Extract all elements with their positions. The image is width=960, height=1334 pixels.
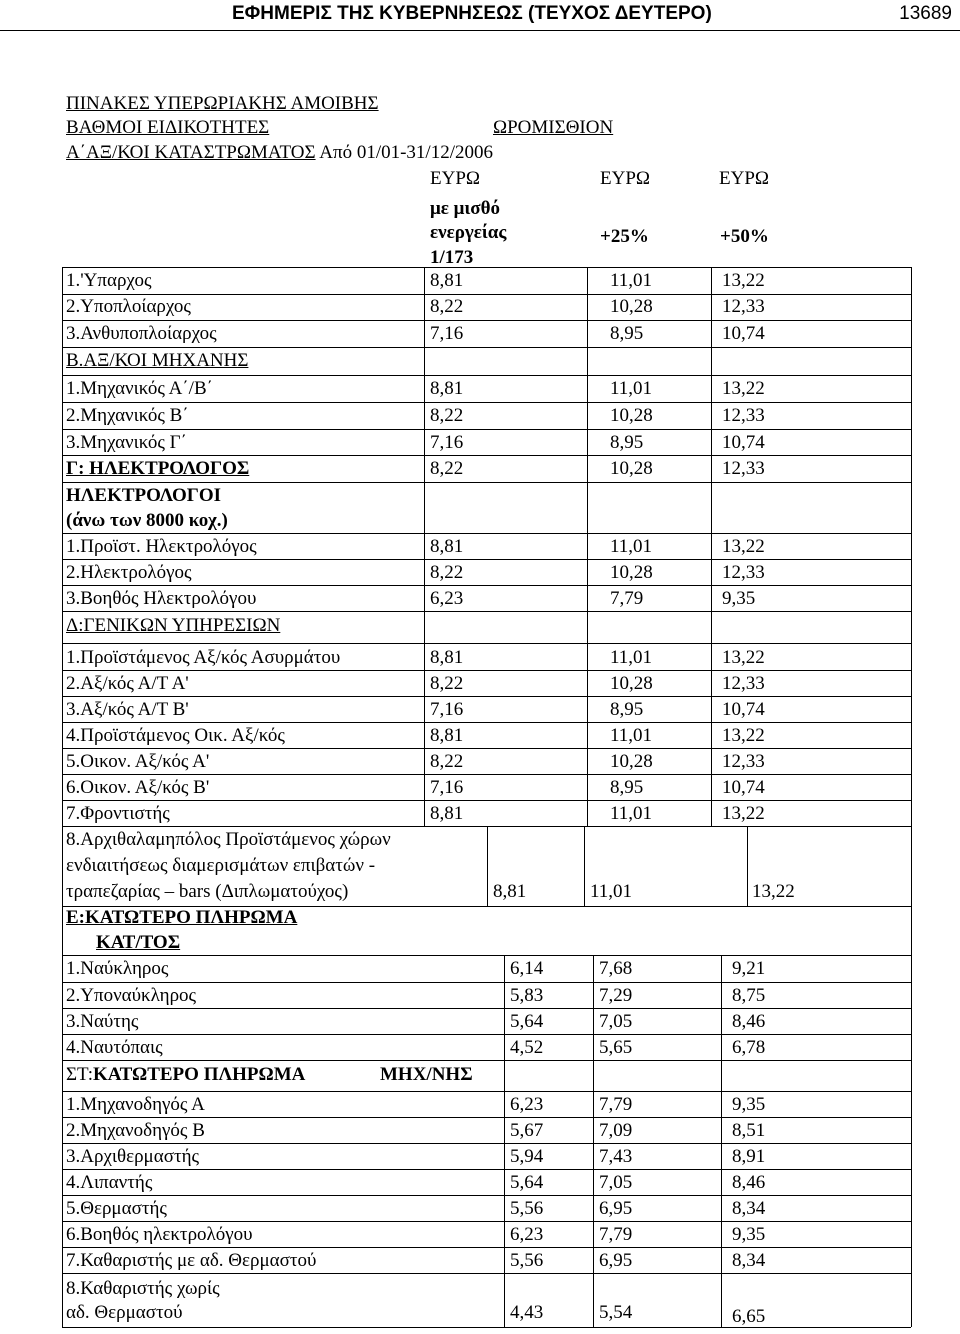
rate-plus25: 11,01 <box>610 378 653 399</box>
section-st-prefix: ΣΤ: <box>66 1064 94 1085</box>
col-base-line-3: 1/173 <box>430 247 474 268</box>
table-row-label: 1.Ναύκληρος <box>66 958 169 979</box>
rate-base: 7,16 <box>430 323 464 344</box>
rate-plus25: 7,29 <box>599 985 633 1006</box>
table-right-border <box>911 267 912 826</box>
row-divider <box>62 585 911 586</box>
table-row-label: 3.Αρχιθερμαστής <box>66 1146 200 1167</box>
table-row-label: 4.Προϊστάμενος Οικ. Αξ/κός <box>66 725 285 746</box>
rate-plus25: 6,95 <box>599 1198 633 1219</box>
rate-base: 5,64 <box>510 1172 544 1193</box>
section-e-subtitle: ΚΑΤ/ΤΟΣ <box>96 932 181 953</box>
rate-plus50: 12,33 <box>722 296 765 317</box>
rate-base: 6,23 <box>510 1094 544 1115</box>
rate-plus50: 8,46 <box>732 1172 766 1193</box>
rate-base: 8,22 <box>430 673 464 694</box>
table-row-label: 2.Μηχανικός Β΄ <box>66 405 189 426</box>
row-divider <box>62 455 911 456</box>
table-row-label: 2.Μηχανοδηγός Β <box>66 1120 205 1141</box>
rate-base: 5,94 <box>510 1146 544 1167</box>
row-divider <box>62 1034 911 1035</box>
rate-plus25: 10,28 <box>610 296 653 317</box>
section-d-title: Δ:ΓΕΝΙΚΩΝ ΥΠΗΡΕΣΙΩΝ <box>66 615 281 636</box>
rate-plus25: 11,01 <box>590 881 633 902</box>
table-row-label: 6.Οικον. Αξ/κός Β' <box>66 777 210 798</box>
row-divider <box>62 643 911 644</box>
rate-base: 8,22 <box>430 405 464 426</box>
row-divider <box>62 748 911 749</box>
heading-line-3-rest: Από 01/01-31/12/2006 <box>315 142 493 163</box>
row-divider <box>62 1221 911 1222</box>
rate-plus50: 13,22 <box>752 881 795 902</box>
rate-plus25: 7,09 <box>599 1120 633 1141</box>
rate-plus25: 8,95 <box>610 432 644 453</box>
col-currency-1: ΕΥΡΩ <box>430 168 481 189</box>
rate-base: 8,81 <box>430 725 464 746</box>
rate-plus25: 8,95 <box>610 777 644 798</box>
row-divider <box>62 1091 911 1092</box>
section-e-title: Ε:ΚΑΤΩΤΕΡΟ ΠΛΗΡΩΜΑ <box>66 907 298 928</box>
rate-base: 5,67 <box>510 1120 544 1141</box>
rate-plus25: 8,95 <box>610 699 644 720</box>
rate-plus25: 11,01 <box>610 647 653 668</box>
row-divider <box>62 800 911 801</box>
col-base-line-2: ενεργείας <box>430 222 507 243</box>
heading-line-2-left: ΒΑΘΜΟΙ ΕΙΔΙΚΟΤΗΤΕΣ <box>66 117 270 138</box>
rate-plus50: 10,74 <box>722 323 765 344</box>
section-c-title: Γ: ΗΛΕΚΤΡΟΛΟΓΟΣ <box>66 458 250 479</box>
section-b-title: Β.ΑΞ/ΚΟΙ ΜΗΧΑΝΗΣ <box>66 350 249 371</box>
row-divider <box>62 267 911 268</box>
heading-line-3 <box>66 142 493 164</box>
rate-plus50: 12,33 <box>722 673 765 694</box>
rate-plus25: 7,79 <box>599 1224 633 1245</box>
table-row-label: 3.Μηχανικός Γ΄ <box>66 432 187 453</box>
row-d8-line-2: ενδιαιτήσεως διαμερισμάτων επιβατών - <box>66 855 376 876</box>
row-divider <box>62 402 911 403</box>
row-divider <box>62 1060 911 1061</box>
rate-plus25: 11,01 <box>610 270 653 291</box>
table-left-border <box>62 906 63 1327</box>
row-divider <box>62 670 911 671</box>
table-row-label: 1.Μηχανικός Α΄/Β΄ <box>66 378 213 399</box>
table-row-label: 5.Θερμαστής <box>66 1198 167 1219</box>
rate-plus25: 11,01 <box>610 803 653 824</box>
rate-plus25: 7,05 <box>599 1011 633 1032</box>
rate-base: 8,81 <box>430 378 464 399</box>
rate-base: 6,23 <box>430 588 464 609</box>
table-row-label: 1.Μηχανοδηγός Α <box>66 1094 205 1115</box>
col-currency-3: ΕΥΡΩ <box>719 168 770 189</box>
rate-plus50: 10,74 <box>722 699 765 720</box>
rate-plus50: 12,33 <box>722 458 765 479</box>
col-plus25: +25% <box>600 226 649 247</box>
table-row-label: 2.Υποπλοίαρχος <box>66 296 191 317</box>
rate-plus25: 10,28 <box>610 751 653 772</box>
row-st8-line-1: 8.Καθαριστής χωρίς <box>66 1278 220 1299</box>
rate-base: 6,23 <box>510 1224 544 1245</box>
row-d8-line-1: 8.Αρχιθαλαμηπόλος Προϊστάμενος χώρων <box>66 829 391 850</box>
row-divider <box>62 1008 911 1009</box>
col-plus50: +50% <box>720 226 769 247</box>
table-row-label: 3.Ναύτης <box>66 1011 139 1032</box>
rate-plus50: 8,46 <box>732 1011 766 1032</box>
table-right-border <box>911 906 912 1327</box>
table-right-border <box>911 826 912 906</box>
rate-plus50: 10,74 <box>722 777 765 798</box>
rate-plus50: 13,22 <box>722 378 765 399</box>
rate-plus50: 8,34 <box>732 1250 766 1271</box>
rate-plus25: 10,28 <box>610 673 653 694</box>
table-row-label: 2.Υποναύκληρος <box>66 985 197 1006</box>
table-row-label: 4.Λιπαντής <box>66 1172 153 1193</box>
rate-plus50: 13,22 <box>722 536 765 557</box>
rate-plus50: 8,91 <box>732 1146 766 1167</box>
rate-plus25: 10,28 <box>610 458 653 479</box>
row-divider <box>62 375 911 376</box>
rate-base: 8,22 <box>430 751 464 772</box>
row-divider <box>62 611 911 612</box>
rate-plus25: 10,28 <box>610 562 653 583</box>
rate-base: 8,81 <box>430 803 464 824</box>
rate-base: 4,52 <box>510 1037 544 1058</box>
table-row-label: 7.Καθαριστής με αδ. Θερμαστού <box>66 1250 317 1271</box>
row-divider <box>62 1169 911 1170</box>
rate-base: 4,43 <box>510 1302 544 1323</box>
rate-plus50: 13,22 <box>722 725 765 746</box>
table-row-label: 6.Βοηθός ηλεκτρολόγου <box>66 1224 253 1245</box>
col-base-line-1: με μισθό <box>430 198 501 219</box>
row-divider <box>62 955 911 956</box>
rate-plus25: 11,01 <box>610 725 653 746</box>
table-row-label: 7.Φροντιστής <box>66 803 170 824</box>
rate-plus50: 8,51 <box>732 1120 766 1141</box>
heading-line-3-underlined: Α΄ΑΞ/ΚΟΙ ΚΑΤΑΣΤΡΩΜΑΤΟΣ <box>66 142 316 163</box>
column-divider <box>584 826 585 906</box>
column-divider <box>504 955 505 1327</box>
rate-plus25: 7,79 <box>610 588 644 609</box>
page-header <box>0 0 960 31</box>
rate-plus50: 10,74 <box>722 432 765 453</box>
column-divider <box>424 267 425 826</box>
row-divider <box>62 533 911 534</box>
row-d8-line-3: τραπεζαρίας – bars (Διπλωματούχος) <box>66 881 349 902</box>
rate-plus25: 8,95 <box>610 323 644 344</box>
rate-base: 8,81 <box>430 647 464 668</box>
rate-base: 8,22 <box>430 296 464 317</box>
row-divider <box>62 722 911 723</box>
column-divider <box>593 955 594 1327</box>
column-divider <box>711 267 712 826</box>
row-divider <box>62 559 911 560</box>
rate-base: 8,81 <box>430 270 464 291</box>
rate-base: 8,81 <box>493 881 527 902</box>
rate-plus50: 8,75 <box>732 985 766 1006</box>
rate-base: 7,16 <box>430 432 464 453</box>
rate-plus50: 12,33 <box>722 405 765 426</box>
row-divider <box>62 429 911 430</box>
row-divider <box>62 294 911 295</box>
section-st-right: ΜΗΧ/ΝΗΣ <box>380 1064 473 1085</box>
table-row-label: 1.Προϊστ. Ηλεκτρολόγος <box>66 536 257 557</box>
row-divider <box>62 1195 911 1196</box>
section-st-label: ΚΑΤΩΤΕΡΟ ΠΛΗΡΩΜΑ <box>93 1064 306 1085</box>
row-divider <box>62 1143 911 1144</box>
rate-base: 8,22 <box>430 562 464 583</box>
table-row-label: 1.'Υπαρχος <box>66 270 152 291</box>
rate-plus25: 5,54 <box>599 1302 633 1323</box>
row-divider <box>62 774 911 775</box>
rate-base: 5,56 <box>510 1198 544 1219</box>
rate-plus50: 9,35 <box>732 1094 766 1115</box>
row-st8-line-2: αδ. Θερμαστού <box>66 1302 183 1323</box>
row-divider <box>62 696 911 697</box>
rate-base: 7,16 <box>430 699 464 720</box>
rate-base: 6,14 <box>510 958 544 979</box>
page-number: 13689 <box>899 3 952 24</box>
rate-plus25: 10,28 <box>610 405 653 426</box>
section-c2-title: ΗΛΕΚΤΡΟΛΟΓΟΙ <box>66 485 222 506</box>
rate-base: 5,83 <box>510 985 544 1006</box>
row-divider <box>62 347 911 348</box>
table-row-label: 4.Ναυτόπαις <box>66 1037 163 1058</box>
table-row-label: 1.Προϊστάμενος Αξ/κός Ασυρμάτου <box>66 647 341 668</box>
gazette-title: ΕΦΗΜΕΡΙΣ ΤΗΣ ΚΥΒΕΡΝΗΣΕΩΣ (ΤΕΥΧΟΣ ΔΕΥΤΕΡΟ) <box>232 3 712 24</box>
rate-plus25: 11,01 <box>610 536 653 557</box>
table-row-label: 2.Αξ/κός Α/Τ Α' <box>66 673 189 694</box>
rate-plus50: 8,34 <box>732 1198 766 1219</box>
row-divider <box>62 1273 911 1274</box>
rate-plus50: 12,33 <box>722 751 765 772</box>
heading-line-2-right: ΩΡΟΜΙΣΘΙΟΝ <box>493 117 614 138</box>
table-row-label: 5.Οικον. Αξ/κός Α' <box>66 751 210 772</box>
rate-plus50: 9,35 <box>732 1224 766 1245</box>
rate-plus25: 7,79 <box>599 1094 633 1115</box>
row-divider <box>62 1117 911 1118</box>
section-st-title <box>66 1064 305 1086</box>
table-row-label: 3.Βοηθός Ηλεκτρολόγου <box>66 588 257 609</box>
col-currency-2: ΕΥΡΩ <box>600 168 651 189</box>
rate-plus25: 7,68 <box>599 958 633 979</box>
row-divider <box>62 906 911 907</box>
table-row-label: 3.Ανθυποπλοίαρχος <box>66 323 217 344</box>
table-left-border <box>62 267 63 826</box>
row-divider <box>62 482 911 483</box>
rate-plus50: 12,33 <box>722 562 765 583</box>
rate-plus25: 5,65 <box>599 1037 633 1058</box>
row-divider <box>62 1327 911 1328</box>
column-divider <box>721 955 722 1327</box>
rate-plus50: 6,65 <box>732 1306 766 1327</box>
rate-base: 5,64 <box>510 1011 544 1032</box>
table-row-label: 3.Αξ/κός Α/Τ Β' <box>66 699 189 720</box>
rate-base: 5,56 <box>510 1250 544 1271</box>
rate-plus25: 7,05 <box>599 1172 633 1193</box>
rate-base: 8,22 <box>430 458 464 479</box>
column-divider <box>587 267 588 826</box>
rate-plus25: 6,95 <box>599 1250 633 1271</box>
rate-plus50: 13,22 <box>722 803 765 824</box>
table-row-label: 2.Ηλεκτρολόγος <box>66 562 192 583</box>
row-divider <box>62 982 911 983</box>
heading-line-1: ΠΙΝΑΚΕΣ ΥΠΕΡΩΡΙΑΚΗΣ ΑΜΟΙΒΗΣ <box>66 93 379 114</box>
row-divider <box>62 320 911 321</box>
column-divider <box>747 826 748 906</box>
rate-plus50: 9,21 <box>732 958 766 979</box>
rate-plus50: 6,78 <box>732 1037 766 1058</box>
rate-base: 7,16 <box>430 777 464 798</box>
table-left-border <box>62 826 63 906</box>
row-divider <box>62 1247 911 1248</box>
rate-plus50: 9,35 <box>722 588 756 609</box>
rate-plus50: 13,22 <box>722 647 765 668</box>
section-c2-subtitle: (άνω των 8000 κοχ.) <box>66 510 228 531</box>
rate-base: 8,81 <box>430 536 464 557</box>
rate-plus50: 13,22 <box>722 270 765 291</box>
rate-plus25: 7,43 <box>599 1146 633 1167</box>
column-divider <box>487 826 488 906</box>
